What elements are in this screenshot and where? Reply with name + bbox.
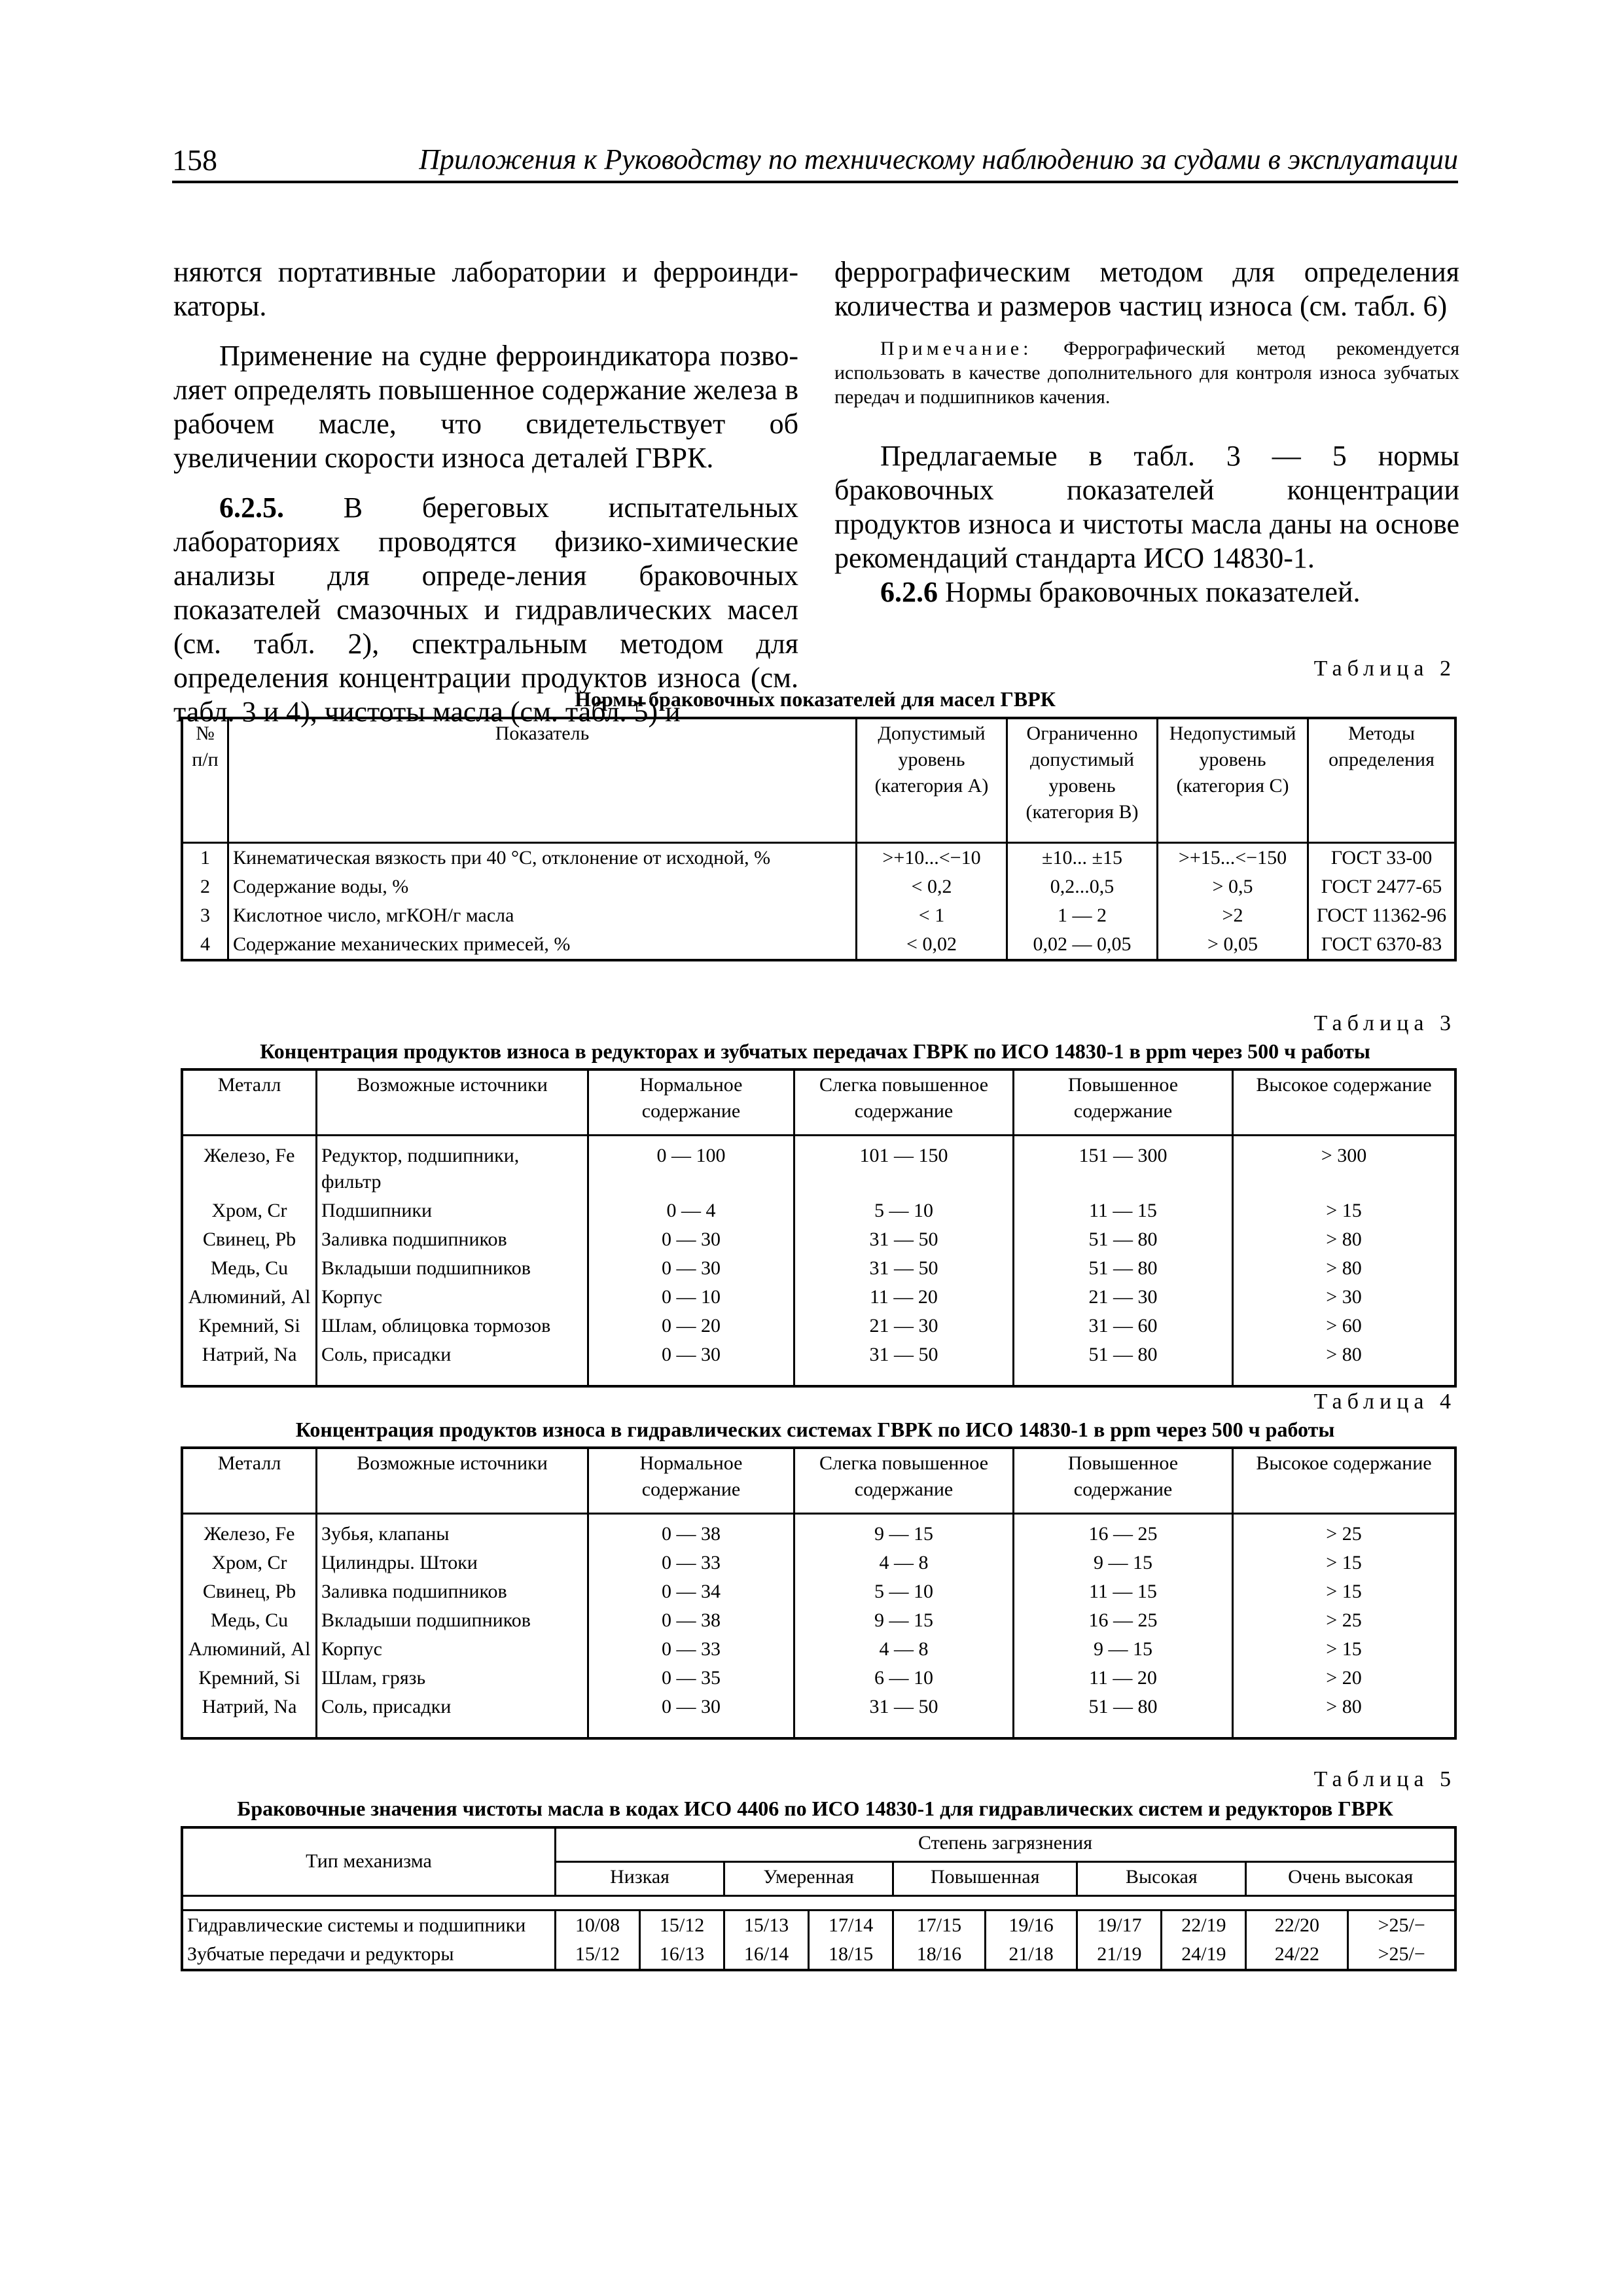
page-header — [172, 143, 1458, 183]
table-header: Металл — [182, 1448, 317, 1513]
note-text: Феррографический метод рекомендуется использовать в качестве дополнительного для контроля износа зубчатых передач и подшипников качения. — [834, 338, 1459, 408]
table-row: Свинец, Pb Заливка подшипников 0 — 30 31 — 50 51 — 80 > 80 — [182, 1225, 1455, 1254]
table4-title: Концентрация продуктов износа в гидравлических системах ГВРК по ИСО 14830-1 в ppm через 500 ч работы — [295, 1418, 1335, 1441]
table-row: 3 Кислотное число, мгКОН/г масла < 1 1 — 2 >2 ГОСТ 11362-96 — [182, 901, 1455, 930]
table5 — [181, 1826, 1457, 1971]
table-row: 1 Кинематическая вязкость при 40 °С, отклонение от исходной, % >+10...<−10 ±10... ±15 >+15...<−150 ГОСТ 33-00 — [182, 842, 1455, 872]
table-header: Нормальное содержание — [588, 1069, 794, 1135]
table-header: Недопустимый уровень (категория С) — [1158, 718, 1308, 842]
table-header: Возможные источники — [317, 1448, 588, 1513]
paragraph-text: Нормы браковочных показателей. — [938, 576, 1361, 608]
note — [834, 336, 1459, 409]
table-row: Кремний, Si Шлам, облицовка тормозов 0 — 20 21 — 30 31 — 60 > 60 — [182, 1312, 1455, 1340]
table-row: 4 Содержание механических примесей, % < 0,02 0,02 — 0,05 > 0,05 ГОСТ 6370-83 — [182, 930, 1455, 960]
table2 — [181, 717, 1457, 961]
section-number: 6.2.6 — [880, 576, 938, 608]
table-header: Ограниченно допустимый уровень (категория В) — [1007, 718, 1158, 842]
table5-title: Браковочные значения чистоты масла в кодах ИСО 4406 по ИСО 14830-1 для гидравлических систем и редукторов ГВРК — [237, 1797, 1393, 1820]
table3 — [181, 1068, 1457, 1388]
table-header: Повышенная — [893, 1861, 1077, 1895]
table-row: Натрий, Na Соль, присадки 0 — 30 31 — 50 51 — 80 > 80 — [182, 1693, 1455, 1738]
running-title: Приложения к Руководству по техническому наблюдению за судами в эксплуатации — [419, 143, 1458, 175]
table3-caption: Таблица 3 — [1313, 1011, 1456, 1035]
table5-caption: Таблица 5 — [1313, 1767, 1456, 1791]
table-row: Алюминий, Al Корпус 0 — 33 4 — 8 9 — 15 > 15 — [182, 1635, 1455, 1664]
table-row: Зубчатые передачи и редукторы 15/12 16/13 16/14 18/15 18/16 21/18 21/19 24/19 24/22 >25/− — [182, 1940, 1455, 1970]
table-header: Повышенное содержание — [1014, 1069, 1233, 1135]
table-row: Кремний, Si Шлам, грязь 0 — 35 6 — 10 11 — 20 > 20 — [182, 1664, 1455, 1693]
table-header: Методы определения — [1308, 718, 1456, 842]
table-header: Нормальное содержание — [588, 1448, 794, 1513]
table-row: Железо, Fe Редуктор, подшипники, фильтр 0 — 100 101 — 150 151 — 300 > 300 — [182, 1135, 1455, 1196]
table-row: Хром, Cr Подшипники 0 — 4 5 — 10 11 — 15 > 15 — [182, 1196, 1455, 1225]
table-row: Хром, Cr Цилиндры. Штоки 0 — 33 4 — 8 9 — 15 > 15 — [182, 1549, 1455, 1577]
table-row: 2 Содержание воды, % < 0,2 0,2...0,5 > 0,5 ГОСТ 2477-65 — [182, 872, 1455, 901]
table2-caption: Таблица 2 — [1313, 656, 1456, 681]
table-row: Свинец, Pb Заливка подшипников 0 — 34 5 — 10 11 — 15 > 15 — [182, 1577, 1455, 1606]
table-header: Повышенное содержание — [1014, 1448, 1233, 1513]
table-header: Слегка повышенное содержание — [794, 1069, 1014, 1135]
table-header: Умеренная — [724, 1861, 893, 1895]
text-column-left — [173, 255, 798, 729]
paragraph: няются портативные лаборатории и ферроинди-каторы. — [173, 256, 798, 322]
table-row: Железо, Fe Зубья, клапаны 0 — 38 9 — 15 16 — 25 > 25 — [182, 1513, 1455, 1549]
table-header: Степень загрязнения — [556, 1827, 1456, 1861]
table4 — [181, 1446, 1457, 1740]
paragraph: Предлагаемые в табл. 3 — 5 нормы браковочных показателей концентрации продуктов износа и чистоты масла даны на основе рекомендаций стандарта ИСО 14830-1. — [834, 440, 1459, 574]
page-number: 158 — [172, 143, 217, 177]
table-header: Металл — [182, 1069, 317, 1135]
table2-title: Нормы браковочных показателей для масел ГВРК — [575, 687, 1056, 711]
text-column-right — [834, 255, 1459, 609]
table-header: Допустимый уровень (категория А) — [857, 718, 1007, 842]
table-header: Высокое содержание — [1233, 1448, 1456, 1513]
table-header: Слегка повышенное содержание — [794, 1448, 1014, 1513]
table3-title: Концентрация продуктов износа в редукторах и зубчатых передачах ГВРК по ИСО 14830-1 в ppm через 500 ч работы — [260, 1039, 1370, 1063]
paragraph — [834, 575, 1459, 609]
table-row: Натрий, Na Соль, присадки 0 — 30 31 — 50 51 — 80 > 80 — [182, 1340, 1455, 1386]
table-header: Высокое содержание — [1233, 1069, 1456, 1135]
note-label: Примечание: — [880, 338, 1033, 359]
table-header: Возможные источники — [317, 1069, 588, 1135]
paragraph: Применение на судне ферроиндикатора позво-ляет определять повышенное содержание железа в рабочем масле, что свидетельствует об увеличении скорости износа деталей ГВРК. — [173, 340, 798, 474]
section-number: 6.2.5. — [219, 492, 284, 524]
table-header: Низкая — [556, 1861, 724, 1895]
table-header: Высокая — [1077, 1861, 1246, 1895]
table-row: Медь, Cu Вкладыши подшипников 0 — 38 9 — 15 16 — 25 > 25 — [182, 1606, 1455, 1635]
paragraph-text: В береговых испытательных лабораториях проводятся физико-химические анализы для опреде-ления браковочных показателей смазочных и гидравлических масел (см. табл. 2), спектральным методом для определения концентрации продуктов износа (см. табл. 3 и 4), чистоты масла (см. табл. 5) и — [173, 492, 798, 728]
paragraph: феррографическим методом для определения количества и размеров частиц износа (см. табл. 6) — [834, 256, 1459, 322]
table-row: Гидравлические системы и подшипники 10/08 15/12 15/13 17/14 17/15 19/16 19/17 22/19 22/20 >25/− — [182, 1910, 1455, 1940]
table4-caption: Таблица 4 — [1313, 1390, 1456, 1414]
table-header: № п/п — [182, 718, 228, 842]
table-header: Тип механизма — [182, 1827, 556, 1895]
table-header: Показатель — [228, 718, 857, 842]
table-row: Алюминий, Al Корпус 0 — 10 11 — 20 21 — 30 > 30 — [182, 1283, 1455, 1312]
table-row: Медь, Cu Вкладыши подшипников 0 — 30 31 — 50 51 — 80 > 80 — [182, 1254, 1455, 1283]
table-header: Очень высокая — [1246, 1861, 1455, 1895]
